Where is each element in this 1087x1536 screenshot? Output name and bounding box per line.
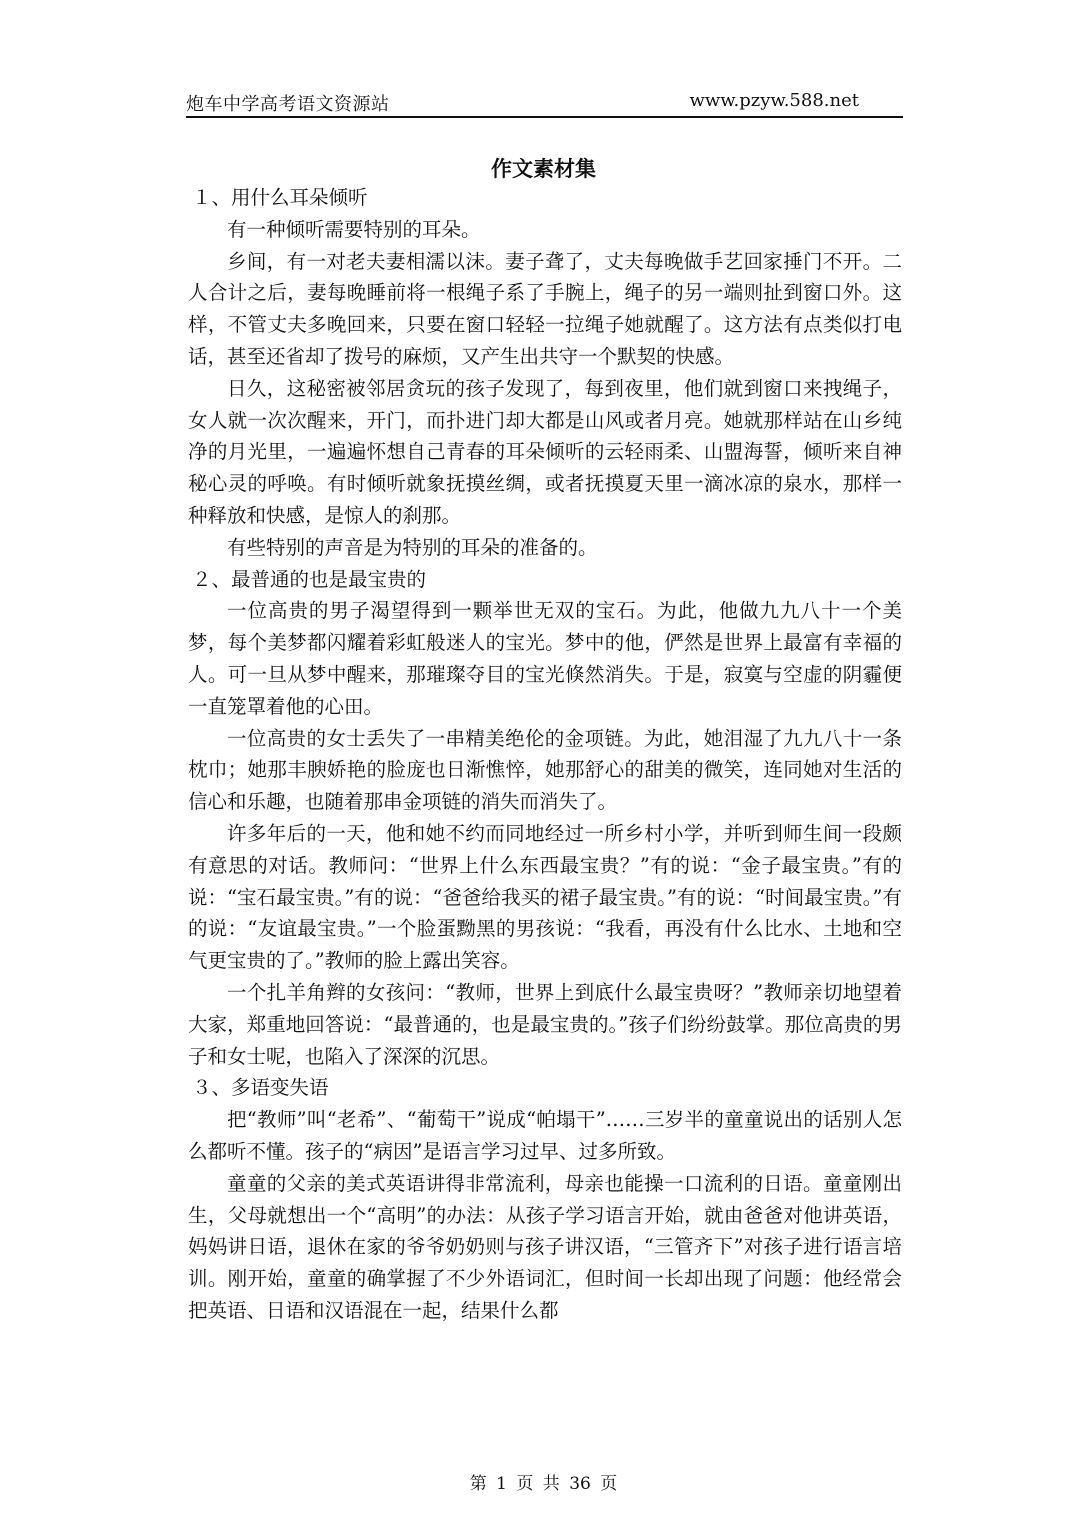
document-body (188, 182, 902, 1327)
paragraph: 一位高贵的女士丢失了一串精美绝伦的金项链。为此，她泪湿了九九八十一条枕巾；她那丰腴娇艳的脸庞也日渐憔悴，她那舒心的甜美的微笑，连同她对生活的信心和乐趣，也随着那串金项链的消失而消失了。 (188, 726, 902, 814)
paragraph: 一位高贵的男子渴望得到一颗举世无双的宝石。为此，他做九九八十一个美梦，每个美梦都闪耀着彩虹般迷人的宝光。梦中的他，俨然是世界上最富有幸福的人。可一旦从梦中醒来，那璀璨夺目的宝光倏然消失。于是，寂寞与空虚的阴霾便一直笼罩着他的心田。 (188, 599, 902, 718)
header-divider (186, 116, 903, 118)
paragraph: 许多年后的一天，他和她不约而同地经过一所乡村小学，并听到师生间一段颇有意思的对话。教师问：“世界上什么东西最宝贵？”有的说：“金子最宝贵。”有的说：“宝石最宝贵。”有的说：“爸爸给我买的裙子最宝贵。”有的说：“时间最宝贵。”有的说：“友谊最宝贵。”一个脸蛋黝黑的男孩说：“我看，再没有什么比水、土地和空气更宝贵的了。”教师的脸上露出笑容。 (188, 821, 902, 973)
section-heading: ２、最普通的也是最宝贵的 (192, 567, 427, 591)
paragraph: 有一种倾听需要特别的耳朵。 (227, 217, 481, 241)
paragraph: 把“教师”叫“老希”、“葡萄干”说成“帕塌干”……三岁半的童童说出的话别人怎么都听不懂。孩子的“病因”是语言学习过早、过多所致。 (188, 1108, 902, 1163)
paragraph: 有些特别的声音是为特别的耳朵的准备的。 (227, 535, 598, 559)
paragraph: 童童的父亲的美式英语讲得非常流利，母亲也能操一口流利的日语。童童刚出生，父母就想出一个“高明”的办法：从孩子学习语言开始，就由爸爸对他讲英语，妈妈讲日语，退休在家的爷爷奶奶则与孩子讲汉语，“三管齐下”对孩子进行语言培训。刚开始，童童的确掌握了不少外语词汇，但时间一长却出现了问题：他经常会把英语、日语和汉语混在一起，结果什么都 (188, 1171, 902, 1322)
section-heading: １、用什么耳朵倾听 (192, 186, 368, 209)
paragraph: 乡间，有一对老夫妻相濡以沫。妻子聋了，丈夫每晚做手艺回家捶门不开。二人合计之后，妻每晚睡前将一根绳子系了手腕上，绳子的另一端则扯到窗口外。这样，不管丈夫多晚回来，只要在窗口轻轻一拉绳子她就醒了。这方法有点类似打电话，甚至还省却了拨号的麻烦，又产生出共守一个默契的快感。 (188, 249, 902, 368)
paragraph: 一个扎羊角辫的女孩问：“教师，世界上到底什么最宝贵呀？”教师亲切地望着大家，郑重地回答说：“最普通的，也是最宝贵的。”孩子们纷纷鼓掌。那位高贵的男子和女士呢，也陷入了深深的沉思。 (188, 980, 902, 1068)
page-header (186, 90, 903, 114)
header-site-name: 炮车中学高考语文资源站 (186, 94, 390, 115)
section-heading: ３、多语变失语 (192, 1076, 329, 1100)
header-url: www.pzyw.588.net (689, 90, 859, 111)
paragraph: 日久，这秘密被邻居贪玩的孩子发现了，每到夜里，他们就到窗口来拽绳子，女人就一次次醒来，开门，而扑进门却大都是山风或者月亮。她就那样站在山乡纯净的月光里，一遍遍怀想自己青春的耳朵倾听的云轻雨柔、山盟海誓，倾听来自神秘心灵的呼唤。有时倾听就象抚摸丝绸，或者抚摸夏天里一滴冰凉的泉水，那样一种释放和快感，是惊人的刹那。 (188, 376, 902, 527)
page-footer: 第 1 页 共 36 页 (469, 1474, 618, 1494)
document-title: 作文素材集 (491, 157, 596, 181)
